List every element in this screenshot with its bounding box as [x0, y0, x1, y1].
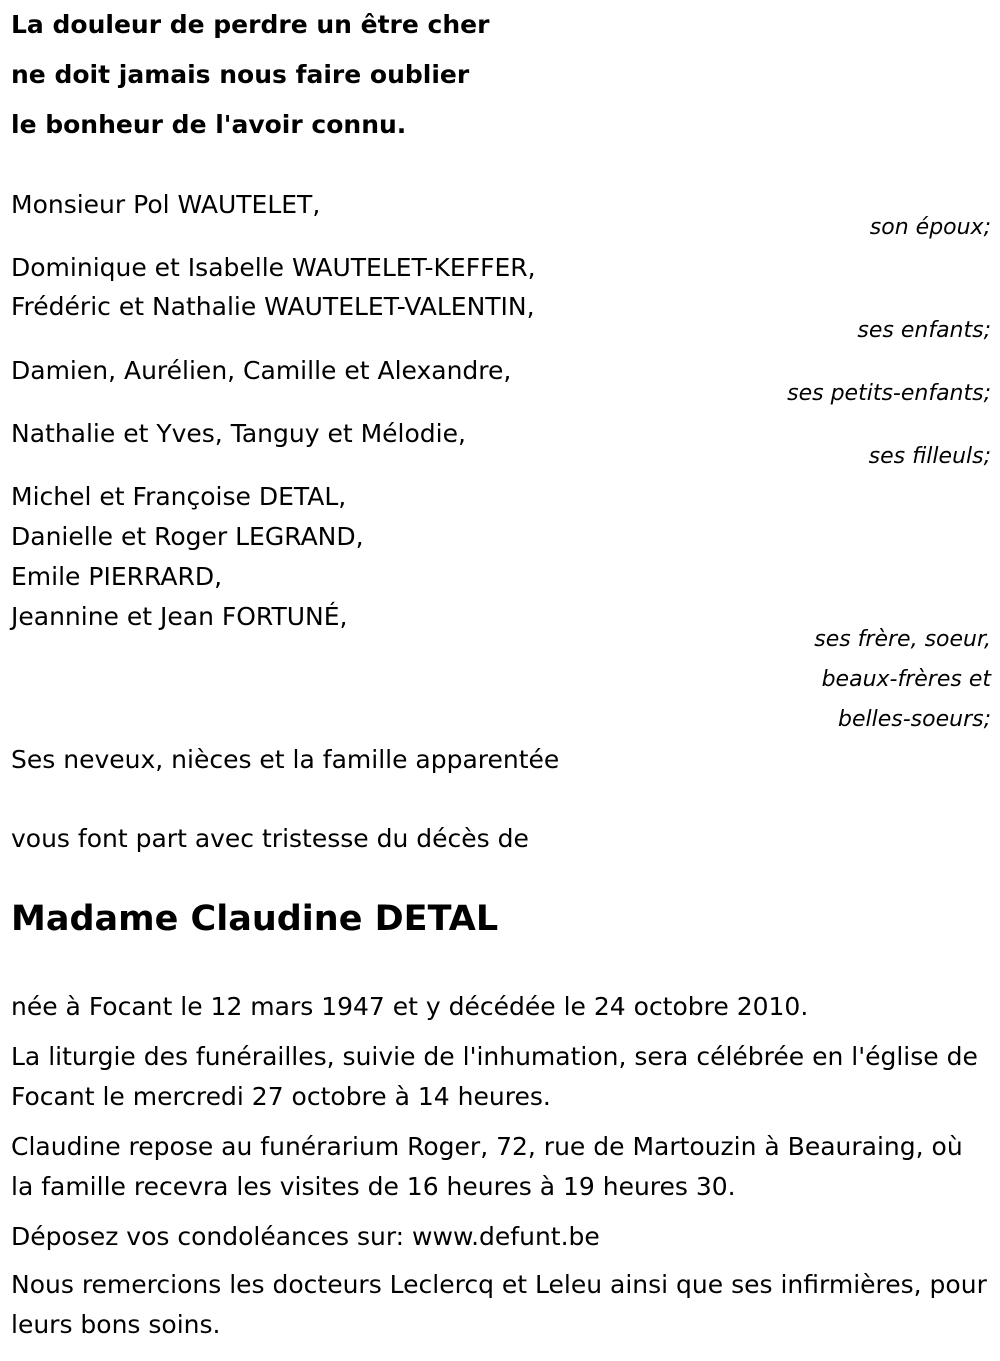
spouse-role: son époux;: [869, 215, 991, 240]
announcement-line: vous font part avec tristesse du décès de: [11, 824, 529, 853]
spouse-name: Monsieur Pol WAUTELET,: [11, 190, 321, 219]
sibling-name-2: Danielle et Roger LEGRAND,: [11, 522, 364, 551]
siblings-role-line-3: belles-soeurs;: [838, 707, 991, 732]
quote-line-3: le bonheur de l'avoir connu.: [11, 110, 407, 139]
quote-line-2: ne doit jamais nous faire oublier: [11, 60, 470, 89]
funeral-paragraph: La liturgie des funérailles, suivie de l'inhumation, sera célébrée en l'église de Focant le mercredi 27 octobre à 14 heures.: [11, 1042, 978, 1111]
godchildren-names: Nathalie et Yves, Tanguy et Mélodie,: [11, 419, 466, 448]
thanks-paragraph: Nous remercions les docteurs Leclercq et Leleu ainsi que ses infirmières, pour leurs bons soins.: [11, 1270, 987, 1339]
grandchildren-role: ses petits-enfants;: [787, 381, 991, 406]
siblings-role-line-2: beaux-frères et: [821, 667, 991, 692]
godchildren-role: ses filleuls;: [868, 444, 991, 469]
sibling-name-4: Jeannine et Jean FORTUNÉ,: [11, 602, 348, 631]
children-role: ses enfants;: [857, 318, 991, 343]
birth-death-paragraph: née à Focant le 12 mars 1947 et y décédée le 24 octobre 2010.: [11, 992, 809, 1021]
siblings-role-line-1: ses frère, soeur,: [814, 627, 991, 652]
child-name-1: Dominique et Isabelle WAUTELET-KEFFER,: [11, 253, 536, 282]
sibling-name-3: Emile PIERRARD,: [11, 562, 223, 591]
child-name-2: Frédéric et Nathalie WAUTELET-VALENTIN,: [11, 292, 535, 321]
relatives-line: Ses neveux, nièces et la famille apparentée: [11, 745, 560, 774]
deceased-name: Madame Claudine DETAL: [11, 899, 499, 939]
condolences-paragraph: Déposez vos condoléances sur: www.defunt.be: [11, 1222, 600, 1251]
quote-line-1: La douleur de perdre un être cher: [11, 10, 490, 39]
grandchildren-names: Damien, Aurélien, Camille et Alexandre,: [11, 356, 512, 385]
visitation-paragraph: Claudine repose au funérarium Roger, 72, rue de Martouzin à Beauraing, où la famille recevra les visites de 16 heures à 19 heures 30.: [11, 1132, 963, 1201]
sibling-name-1: Michel et Françoise DETAL,: [11, 482, 347, 511]
